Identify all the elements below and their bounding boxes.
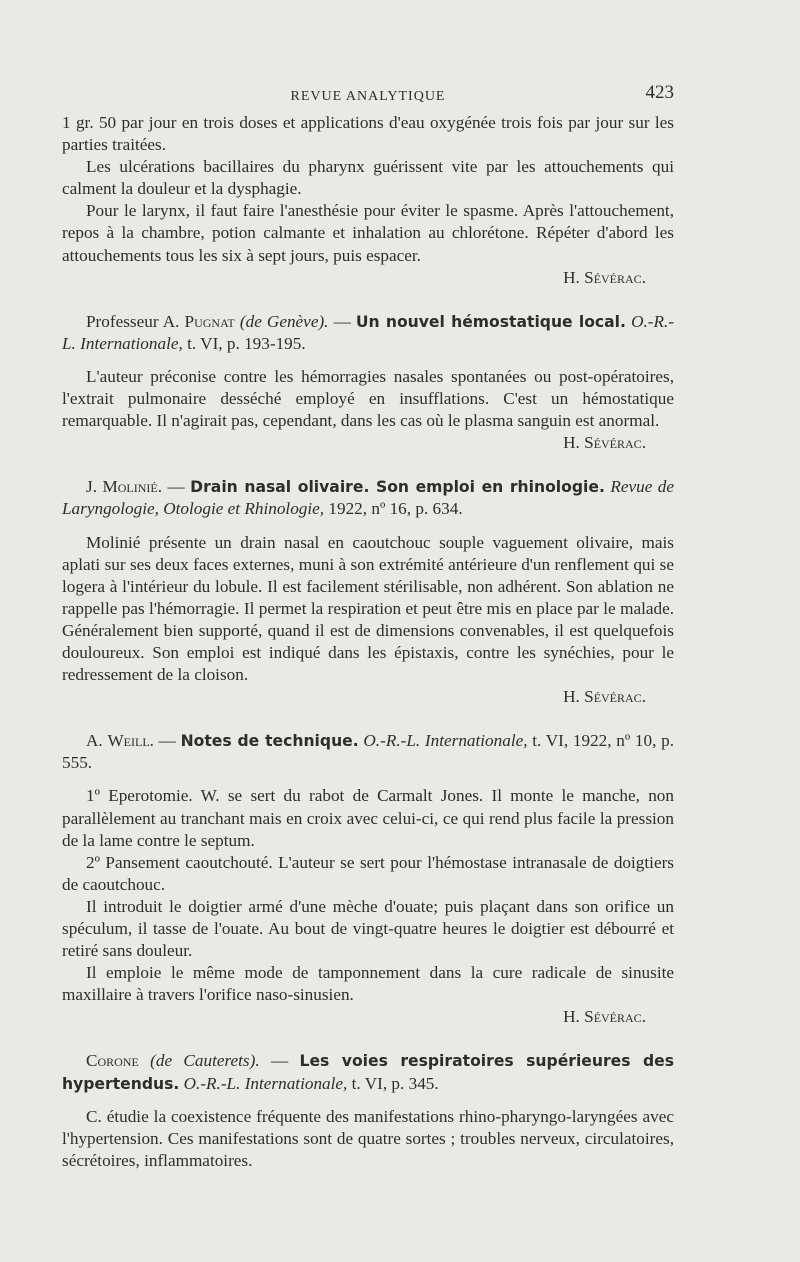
signature: H. Sévérac. xyxy=(563,1007,646,1027)
author-prefix: A. xyxy=(86,731,103,751)
signature: H. Sévérac. xyxy=(563,267,646,287)
affiliation: (de Genève). xyxy=(239,311,329,331)
affiliation: (de Cauterets). xyxy=(150,1051,260,1071)
article-title: Un nouvel hémostatique local. xyxy=(355,312,626,331)
review-entry-weill xyxy=(62,730,674,1028)
reference: 1922, nº 16, p. 634. xyxy=(324,499,463,519)
signature: H. Sévérac. xyxy=(563,687,646,707)
dash: — xyxy=(328,311,356,331)
reference: t. VI, p. 193-195. xyxy=(182,333,306,353)
article-title: Notes de technique. xyxy=(180,732,359,751)
paragraph: Pour le larynx, il faut faire l'anesthésie pour éviter le spasme. Après l'attouchement, repos à la chambre, potion calmante et inhalation au chlorétone. Répéter d'abord les attouchements tous les six à sept jours, puis espacer. xyxy=(62,201,674,265)
author-prefix: Professeur A. xyxy=(86,311,180,331)
entry-heading xyxy=(62,1050,674,1094)
entry-heading xyxy=(62,476,674,520)
running-title: REVUE ANALYTIQUE xyxy=(290,89,446,104)
reference: t. VI, 1922, nº 10, p. 555. xyxy=(62,731,674,773)
journal-citation: Revue de Laryngologie, Otologie et Rhinologie, xyxy=(62,477,675,519)
reference: t. VI, p. 345. xyxy=(347,1073,439,1093)
paragraph: Il emploie le même mode de tamponnement dans la cure radicale de sinusite maxillaire à travers l'orifice naso-sinusien. xyxy=(62,963,674,1005)
paragraph: Les ulcérations bacillaires du pharynx guérissent vite par les attouchements qui calment la douleur et la dysphagie. xyxy=(62,157,674,199)
article-title: Les voies respiratoires supérieures des hypertendus. xyxy=(62,1052,675,1093)
signature: H. Sévérac. xyxy=(563,433,646,453)
dash: — xyxy=(259,1051,300,1071)
entry-continuation xyxy=(62,112,674,289)
entry-heading xyxy=(62,311,674,355)
author-prefix: J. xyxy=(86,477,97,497)
review-entry-molinie xyxy=(62,476,674,708)
journal-citation: O.-R.-L. Internationale, xyxy=(363,731,528,751)
entry-heading xyxy=(62,730,674,774)
paragraph: 1 gr. 50 par jour en trois doses et applications d'eau oxygénée trois fois par jour sur les parties traitées. xyxy=(62,113,674,155)
page-number: 423 xyxy=(645,82,674,103)
author-name: Weill. xyxy=(107,731,154,751)
page-content xyxy=(62,82,675,1172)
journal-citation: O.-R.-L. Internationale, xyxy=(62,311,675,353)
author-name: Molinié. xyxy=(102,477,163,497)
abstract-text: L'auteur préconise contre les hémorragies nasales spontanées ou post-opératoires, l'extrait pulmonaire desséché employé en insufflations. C'est un hémostatique remarquable. Il n'agirait pas, cependant, dans les cas où le plasma sanguin est anormal. xyxy=(62,366,674,431)
paragraph: 1º Eperotomie. W. se sert du rabot de Carmalt Jones. Il monte le manche, non parallèlement au tranchant mais en croix avec celui-ci, ce qui rend plus facile la pression de la lame contre le septum. xyxy=(62,786,674,850)
dash: — xyxy=(153,731,181,751)
journal-citation: O.-R.-L. Internationale, xyxy=(183,1073,348,1093)
abstract-text: Molinié présente un drain nasal en caoutchouc souple vaguement olivaire, mais aplati sur ses deux faces externes, muni à son extrémité antérieure d'un renflement qui se logera à l'intérieur du lobule. Il est facilement stérilisable, non adhérent. Son ablation ne rappelle pas l'hémorragie. Il permet la respiration et peut être mis en place par le malade. Généralement bien supporté, quand il est de dimensions convenables, il est quelquefois douloureux. Son emploi est indiqué dans les épistaxis, contre les synéchies, pour le redressement de la cloison. xyxy=(62,532,674,685)
dash: — xyxy=(162,477,191,497)
review-entry-corone xyxy=(62,1050,674,1171)
paragraph: Il introduit le doigtier armé d'une mèche d'ouate; puis plaçant dans son orifice un spéculum, il tasse de l'ouate. Au bout de vingt-quatre heures le doigtier est débourré et retiré sans douleur. xyxy=(62,896,674,961)
running-header xyxy=(62,82,674,112)
article-title: Drain nasal olivaire. Son emploi en rhinologie. xyxy=(190,478,605,497)
author-name: Corone xyxy=(86,1051,139,1071)
author-name: Pugnat xyxy=(184,311,235,331)
paragraph: 2º Pansement caoutchouté. L'auteur se sert pour l'hémostase intranasale de doigtiers de caoutchouc. xyxy=(62,852,674,894)
abstract-text: C. étudie la coexistence fréquente des manifestations rhino-pharyngo-laryngées avec l'hypertension. Ces manifestations sont de quatre sortes ; troubles nerveux, circulatoires, sécrétoires, inflammatoires. xyxy=(62,1106,674,1170)
review-entry-pugnat xyxy=(62,311,674,455)
